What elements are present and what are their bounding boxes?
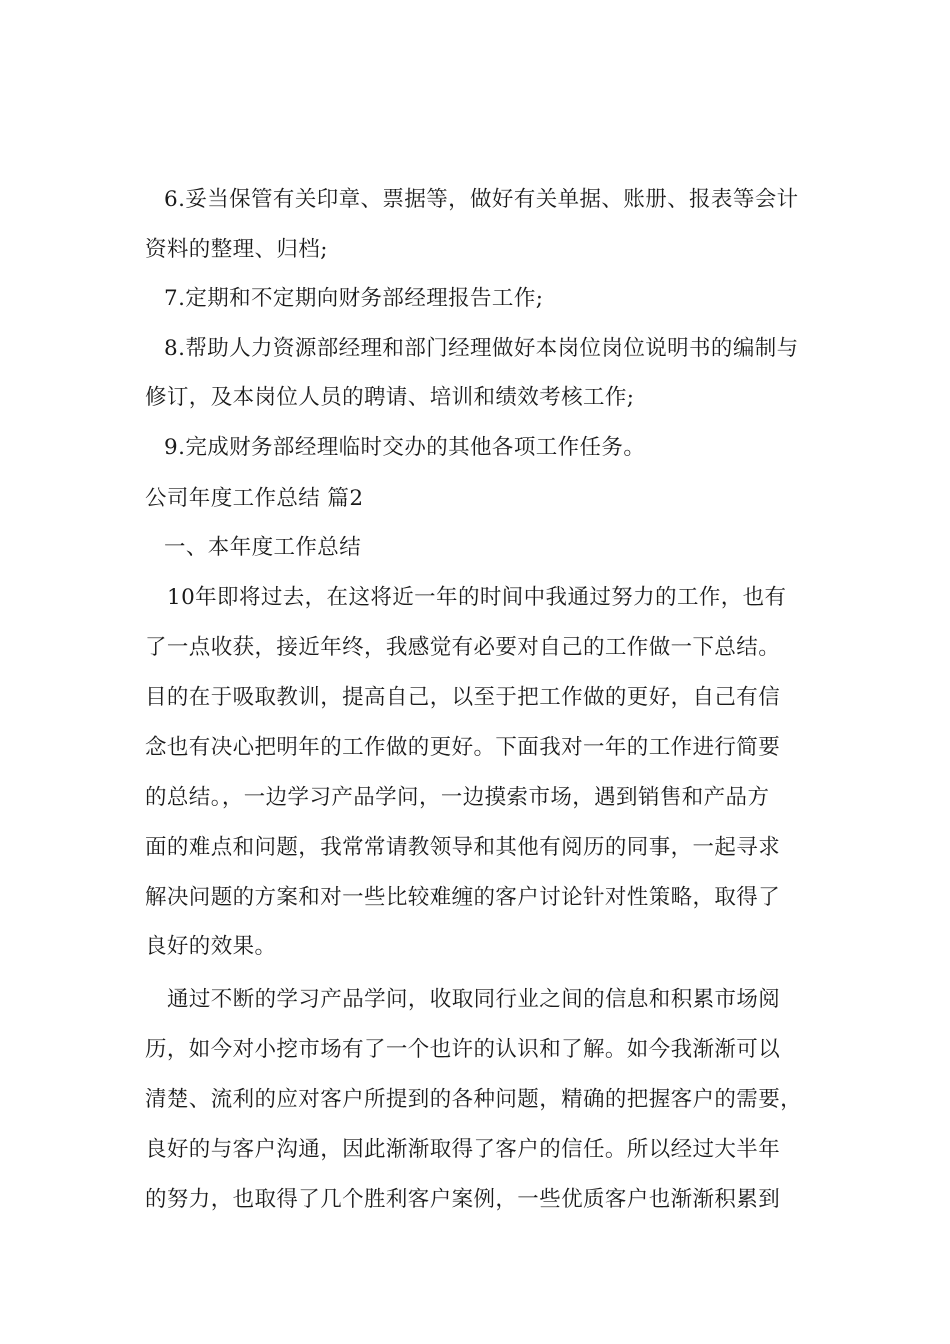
paragraph-1-line-2: 了一点收获，接近年终，我感觉有必要对自己的工作做一下总结。 bbox=[145, 635, 781, 660]
list-item-6-line-1: 6.妥当保管有关印章、票据等，做好有关单据、账册、报表等会计 bbox=[164, 187, 799, 212]
paragraph-1-line-4: 念也有决心把明年的工作做的更好。下面我对一年的工作进行简要 bbox=[145, 735, 781, 760]
list-item-9: 9.完成财务部经理临时交办的其他各项工作任务。 bbox=[164, 435, 646, 460]
paragraph-1-line-8: 良好的效果。 bbox=[145, 934, 277, 959]
paragraph-2-line-5: 的努力，也取得了几个胜利客户案例，一些优质客户也渐渐积累到 bbox=[145, 1187, 781, 1212]
list-item-8-line-2: 修订，及本岗位人员的聘请、培训和绩效考核工作; bbox=[145, 385, 635, 410]
paragraph-1-line-5: 的总结。，一边学习产品学问，一边摸索市场，遇到销售和产品方 bbox=[145, 785, 770, 810]
subsection-heading: 一、本年度工作总结 bbox=[164, 535, 362, 560]
list-item-7: 7.定期和不定期向财务部经理报告工作; bbox=[164, 286, 544, 311]
paragraph-1-line-7: 解决问题的方案和对一些比较难缠的客户讨论针对性策略，取得了 bbox=[145, 885, 781, 910]
list-item-6-line-2: 资料的整理、归档; bbox=[145, 237, 328, 262]
paragraph-1-line-3: 目的在于吸取教训，提高自己，以至于把工作做的更好，自己有信 bbox=[145, 685, 781, 710]
paragraph-2-line-3: 清楚、流利的应对客户所提到的各种问题，精确的把握客户的需要， bbox=[145, 1087, 803, 1112]
paragraph-1-line-6: 面的难点和问题，我常常请教领导和其他有阅历的同事，一起寻求 bbox=[145, 835, 781, 860]
paragraph-2-line-4: 良好的与客户沟通，因此渐渐取得了客户的信任。所以经过大半年 bbox=[145, 1137, 781, 1162]
paragraph-2-line-2: 历，如今对小挖市场有了一个也许的认识和了解。如今我渐渐可以 bbox=[145, 1037, 781, 1062]
section-heading: 公司年度工作总结 篇2 bbox=[145, 486, 364, 511]
list-item-8-line-1: 8.帮助人力资源部经理和部门经理做好本岗位岗位说明书的编制与 bbox=[164, 336, 799, 361]
paragraph-1-line-1: 10年即将过去，在这将近一年的时间中我通过努力的工作，也有 bbox=[167, 585, 787, 610]
paragraph-2-line-1: 通过不断的学习产品学问，收取同行业之间的信息和积累市场阅 bbox=[167, 987, 781, 1012]
